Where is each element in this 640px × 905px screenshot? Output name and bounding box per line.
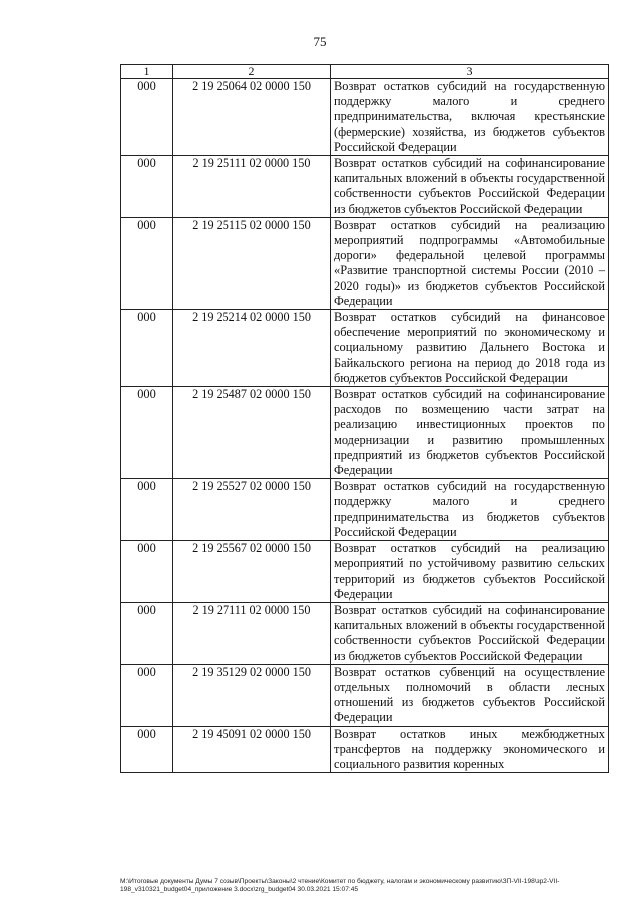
- table-row: [121, 541, 609, 603]
- budget-code-cell: 2 19 25115 02 0000 150: [173, 217, 331, 309]
- budget-code-cell: 2 19 25487 02 0000 150: [173, 387, 331, 479]
- budget-code-cell: 2 19 35129 02 0000 150: [173, 664, 331, 726]
- admin-code-cell: 000: [121, 664, 173, 726]
- column-header-3: 3: [331, 65, 609, 79]
- admin-code-cell: 000: [121, 541, 173, 603]
- description-cell: Возврат остатков субсидий на государственную поддержку малого и среднего предпринимательства, включая крестьянские (фермерские) хозяйства, из бюджетов субъектов Российской Федерации: [331, 79, 609, 156]
- admin-code-cell: 000: [121, 156, 173, 218]
- budget-code-cell: 2 19 25567 02 0000 150: [173, 541, 331, 603]
- budget-code-cell: 2 19 25527 02 0000 150: [173, 479, 331, 541]
- budget-code-cell: 2 19 25064 02 0000 150: [173, 79, 331, 156]
- table-row: [121, 79, 609, 156]
- description-cell: Возврат остатков субсидий на софинансирование капитальных вложений в объекты государственной собственности субъектов Российской Федерации из бюджетов субъектов Российской Федерации: [331, 602, 609, 664]
- description-cell: Возврат остатков субсидий на софинансирование расходов по возмещению части затрат на реализацию инвестиционных проектов по модернизации и развитию промышленных предприятий из бюджетов субъектов Российской Федерации: [331, 387, 609, 479]
- budget-code-cell: 2 19 25111 02 0000 150: [173, 156, 331, 218]
- admin-code-cell: 000: [121, 217, 173, 309]
- description-cell: Возврат остатков субсидий на государственную поддержку малого и среднего предпринимательства из бюджетов субъектов Российской Федерации: [331, 479, 609, 541]
- admin-code-cell: 000: [121, 310, 173, 387]
- table-header-row: [121, 65, 609, 79]
- table-row: [121, 387, 609, 479]
- document-footer-path: M:\Итоговые документы Думы 7 созыв\Проекты\Законы\2 чтение\Комитет по бюджету, налогам и экономическому развитию\ЗП-VII-198\зр2-VII-198_v310321_budget04_приложение 3.docx\zrg_budget04 30.03.2021 15:07:45: [120, 878, 560, 893]
- admin-code-cell: 000: [121, 479, 173, 541]
- description-cell: Возврат остатков субвенций на осуществление отдельных полномочий в области лесных отношений из бюджетов субъектов Российской Федерации: [331, 664, 609, 726]
- table-body: [121, 65, 609, 773]
- description-cell: Возврат остатков субсидий на софинансирование капитальных вложений в объекты государственной собственности субъектов Российской Федерации из бюджетов субъектов Российской Федерации: [331, 156, 609, 218]
- table-row: [121, 310, 609, 387]
- description-cell: Возврат остатков субсидий на реализацию мероприятий подпрограммы «Автомобильные дороги» федеральной целевой программы «Развитие транспортной системы России (2010 – 2020 годы)» из бюджетов субъектов Российской Федерации: [331, 217, 609, 309]
- table-row: [121, 217, 609, 309]
- admin-code-cell: 000: [121, 726, 173, 773]
- column-header-2: 2: [173, 65, 331, 79]
- table-row: [121, 156, 609, 218]
- table-row: [121, 664, 609, 726]
- column-header-1: 1: [121, 65, 173, 79]
- budget-classification-table: [120, 64, 609, 773]
- budget-code-cell: 2 19 25214 02 0000 150: [173, 310, 331, 387]
- description-cell: Возврат остатков субсидий на финансовое обеспечение мероприятий по экономическому и социальному развитию Дальнего Востока и Байкальского региона на период до 2018 года из бюджетов субъектов Российской Федерации: [331, 310, 609, 387]
- table-row: [121, 602, 609, 664]
- admin-code-cell: 000: [121, 79, 173, 156]
- description-cell: Возврат остатков иных межбюджетных трансфертов на поддержку экономического и социального развития коренных: [331, 726, 609, 773]
- page-number: 75: [313, 34, 327, 49]
- budget-code-cell: 2 19 45091 02 0000 150: [173, 726, 331, 773]
- table-row: [121, 479, 609, 541]
- table-row: [121, 726, 609, 773]
- budget-code-cell: 2 19 27111 02 0000 150: [173, 602, 331, 664]
- admin-code-cell: 000: [121, 602, 173, 664]
- description-cell: Возврат остатков субсидий на реализацию мероприятий по устойчивому развитию сельских территорий из бюджетов субъектов Российской Федерации: [331, 541, 609, 603]
- admin-code-cell: 000: [121, 387, 173, 479]
